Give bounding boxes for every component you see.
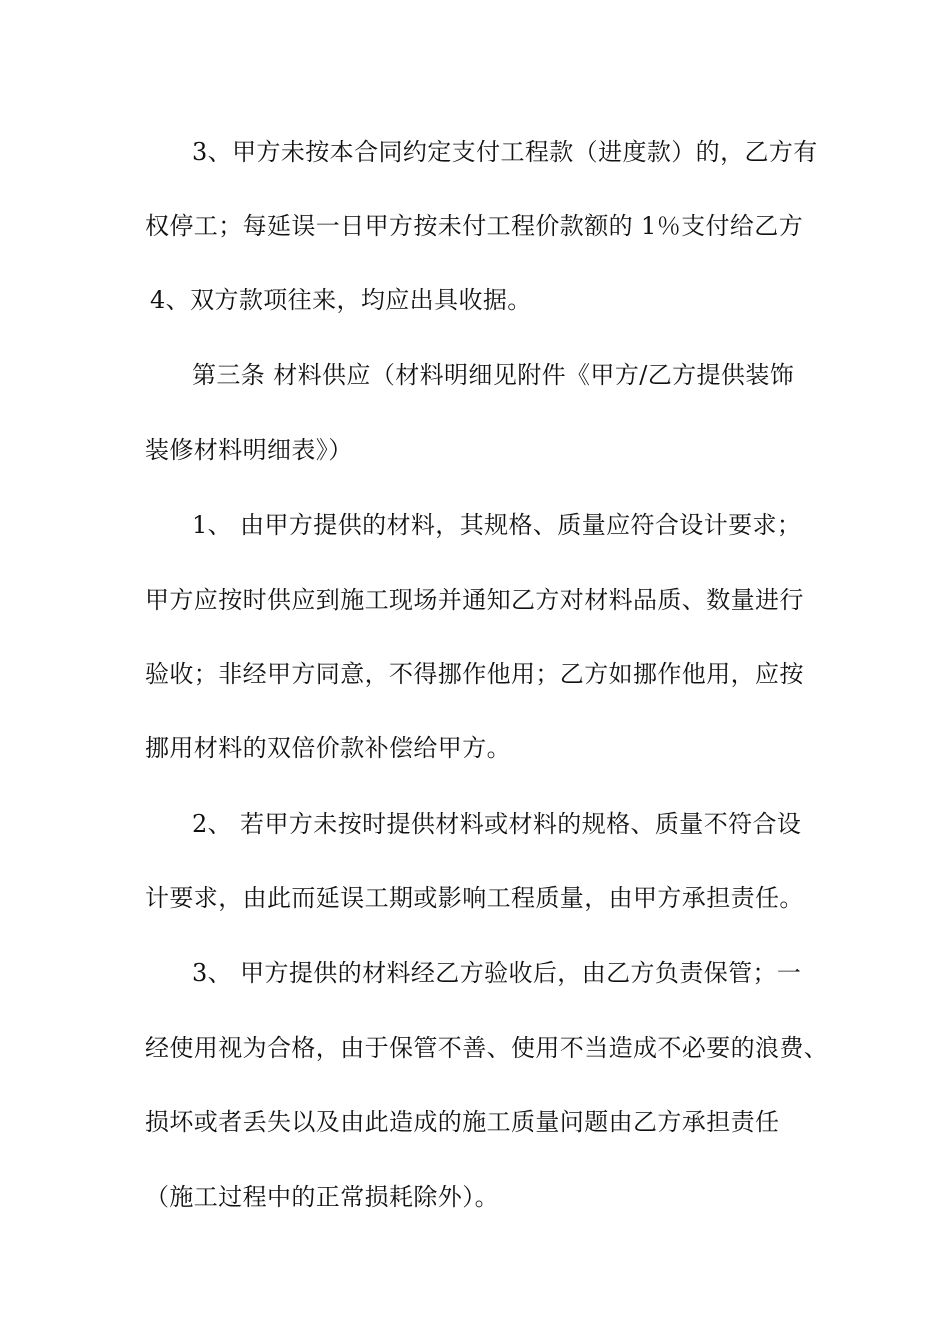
paragraph-line: 3、甲方未按本合同约定支付工程款（进度款）的，乙方有: [192, 138, 818, 166]
paragraph-line: 经使用视为合格，由于保管不善、使用不当造成不必要的浪费、: [145, 1034, 829, 1062]
paragraph-line: 2、 若甲方未按时提供材料或材料的规格、质量不符合设: [192, 810, 802, 838]
paragraph-line: 3、 甲方提供的材料经乙方验收后，由乙方负责保管；一: [192, 959, 802, 987]
paragraph-line: 挪用材料的双倍价款补偿给甲方。: [145, 734, 511, 762]
paragraph-line: 计要求，由此而延误工期或影响工程质量，由甲方承担责任。: [145, 884, 804, 912]
paragraph-line: 权停工；每延误一日甲方按未付工程价款额的 1％支付给乙方: [145, 212, 804, 240]
paragraph-line: 1、 由甲方提供的材料，其规格、质量应符合设计要求；: [192, 511, 802, 539]
paragraph-line: 甲方应按时供应到施工现场并通知乙方对材料品质、数量进行: [145, 586, 804, 614]
paragraph-line: （施工过程中的正常损耗除外）。: [145, 1183, 499, 1211]
paragraph-line: 4、双方款项往来，均应出具收据。: [150, 286, 532, 314]
paragraph-line: 装修材料明细表》）: [145, 436, 353, 464]
paragraph-line: 损坏或者丢失以及由此造成的施工质量问题由乙方承担责任: [145, 1108, 780, 1136]
paragraph-line: 验收；非经甲方同意，不得挪作他用；乙方如挪作他用，应按: [145, 660, 804, 688]
section-heading: 第三条 材料供应（材料明细见附件《甲方/乙方提供装饰: [192, 361, 795, 389]
